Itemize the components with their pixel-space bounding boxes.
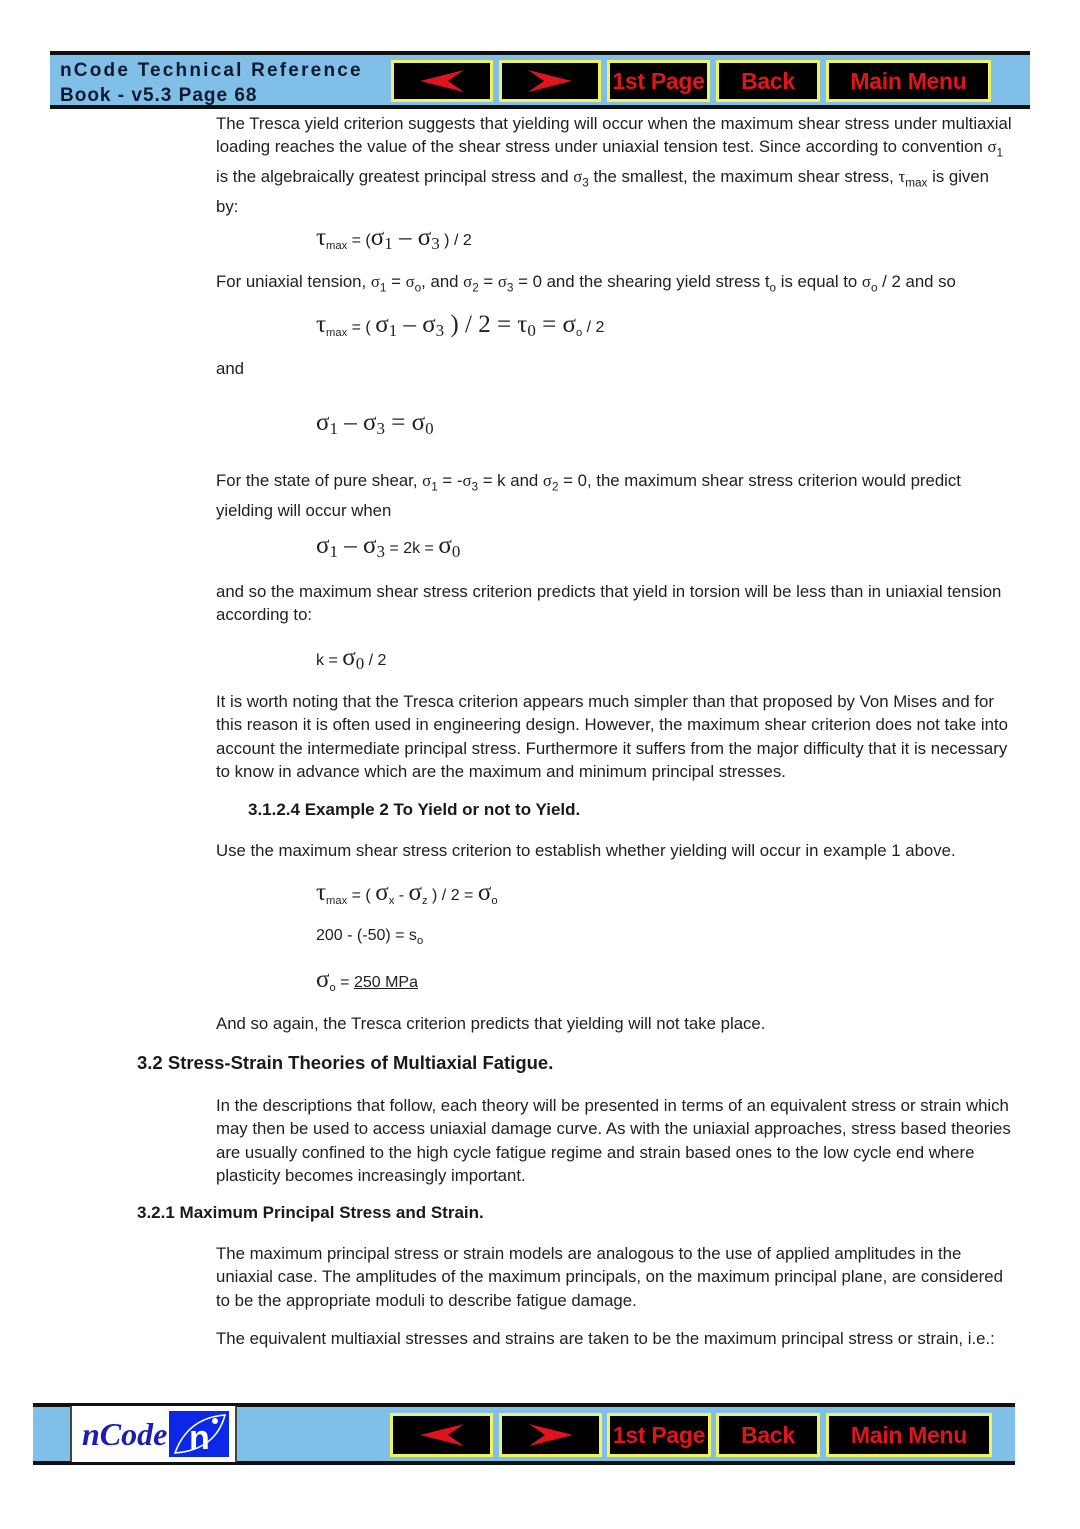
- text: = 2k =: [384, 540, 439, 557]
- subscript: max: [326, 895, 348, 908]
- heading-3-2-1: 3.2.1 Maximum Principal Stress and Strain.: [137, 1203, 484, 1222]
- paragraph-tresca-notes: It is worth noting that the Tresca criterion appears much simpler than that proposed by Von Mises and for this reason it is often used in engineering design. However, the maximum shear criterion does not take into account the intermediate principal stress. Furthermore it suffers from the major difficulty that it is necessary to know in advance which are the maximum and minimum principal stresses.: [216, 692, 1008, 781]
- text: =: [386, 272, 406, 291]
- text: = 0, the maximum shear stress criterion would predict yielding will occur when: [216, 471, 961, 520]
- text: the smallest, the maximum shear stress,: [588, 166, 899, 186]
- subscript: 0: [527, 321, 536, 341]
- sigma-symbol: σ: [342, 644, 356, 671]
- sigma-symbol: σ: [422, 311, 436, 338]
- tau-symbol: τ: [316, 224, 327, 251]
- paragraph-example-2: Use the maximum shear stress criterion to establish whether yielding will occur in example 1 above.: [216, 841, 956, 860]
- subscript: 1: [379, 281, 387, 295]
- sigma-symbol: σ: [861, 272, 871, 291]
- text: =: [384, 409, 412, 436]
- subscript: 3: [471, 480, 479, 494]
- equation-sigma-diff: [316, 409, 434, 439]
- text: ) / 2 =: [427, 887, 478, 904]
- paragraph-uniaxial-tension: [216, 270, 1016, 300]
- tau-symbol: τ: [316, 311, 327, 338]
- text: ) / 2 =: [444, 311, 518, 338]
- sigma-symbol: σ: [562, 311, 576, 338]
- text: For uniaxial tension,: [216, 272, 371, 291]
- subscript: 0: [451, 542, 461, 562]
- subscript: 1: [996, 146, 1004, 160]
- sigma-symbol: σ: [422, 471, 432, 490]
- text: = (: [347, 887, 376, 904]
- sigma-symbol: σ: [375, 311, 389, 338]
- paragraph-torsion: and so the maximum shear stress criterion predicts that yield in torsion will be less than in uniaxial tension according to:: [216, 582, 1002, 625]
- text: The Tresca yield criterion suggests that yielding will occur when the maximum shear stress under multiaxial loading reaches the value of the shear stress under uniaxial tension test. Since according to convention: [216, 114, 1012, 157]
- paragraph-pure-shear: [216, 469, 1016, 522]
- left-arrow-icon: [418, 1423, 466, 1447]
- sigma-symbol: σ: [408, 879, 422, 906]
- text: –: [397, 311, 423, 338]
- subscript: o: [575, 327, 583, 340]
- equation-tmax: [316, 224, 472, 254]
- text: is the algebraically greatest principal stress and: [216, 166, 574, 186]
- sigma-symbol: σ: [375, 879, 389, 906]
- subscript: 3: [506, 281, 514, 295]
- equation-k: [316, 644, 386, 674]
- text: –: [337, 532, 363, 559]
- subscript: 3: [376, 542, 385, 562]
- paragraph-max-principal: The maximum principal stress or strain models are analogous to the use of applied amplitudes in the uniaxial case. The amplitudes of the maximum principals, on the maximum principal plane, are considered to be the appropriate moduli to describe fatigue damage.: [216, 1244, 1003, 1310]
- ncode-logo-mark-icon: [169, 1411, 229, 1457]
- sigma-symbol: σ: [573, 166, 583, 186]
- subscript: o: [870, 281, 878, 295]
- sigma-symbol: σ: [987, 137, 997, 157]
- main-menu-button[interactable]: Main Menu: [826, 1413, 992, 1457]
- result-value: 250 MPa: [353, 974, 418, 991]
- back-button[interactable]: Back: [716, 60, 820, 102]
- next-page-button[interactable]: [499, 60, 601, 102]
- previous-page-button[interactable]: [390, 1413, 493, 1457]
- paragraph-theories-intro: In the descriptions that follow, each theory will be presented in terms of an equivalent stress or strain which may then be used to access uniaxial damage curve. As with the uniaxial approaches, stress based theories are usually confined to the high cycle fatigue regime and strain based ones to the low cycle end where plasticity becomes increasingly important.: [216, 1096, 1011, 1185]
- subscript: o: [329, 982, 336, 995]
- sigma-symbol: σ: [497, 272, 507, 291]
- book-title-line1: nCode Technical Reference: [60, 60, 363, 81]
- book-title: [60, 58, 363, 108]
- logo-mark-letter: n: [189, 1419, 211, 1457]
- sigma-symbol: σ: [405, 272, 415, 291]
- text: = (: [347, 232, 371, 249]
- sigma-symbol: σ: [417, 224, 432, 251]
- subscript: 0: [355, 654, 365, 674]
- heading-3-1-2-4: 3.1.2.4 Example 2 To Yield or not to Yield.: [248, 800, 581, 819]
- paragraph-equivalent: The equivalent multiaxial stresses and strains are taken to be the maximum principal stress or strain, i.e.:: [216, 1329, 995, 1348]
- logo-text: nCode: [82, 1415, 168, 1452]
- text: =: [478, 272, 498, 291]
- subscript: 2: [551, 480, 559, 494]
- text-and: and: [216, 359, 244, 378]
- tau-symbol: τ: [316, 879, 327, 906]
- sigma-symbol: σ: [411, 409, 426, 436]
- text: = k and: [478, 471, 543, 490]
- tau-symbol: τ: [898, 166, 906, 186]
- subscript: max: [326, 240, 348, 253]
- sigma-symbol: σ: [316, 966, 330, 993]
- tau-symbol: τ: [517, 311, 528, 338]
- subscript: o: [414, 281, 422, 295]
- equation-200-minus-50: [316, 927, 423, 947]
- sigma-symbol: σ: [477, 879, 492, 906]
- sigma-symbol: σ: [462, 471, 472, 490]
- text: = -: [437, 471, 463, 490]
- paragraph-conclusion: And so again, the Tresca criterion predicts that yielding will not take place.: [216, 1014, 766, 1033]
- subscript: 1: [384, 234, 393, 254]
- equation-tmax-tau0: [316, 311, 604, 341]
- bottom-navigation-bar: [33, 1403, 1015, 1465]
- right-arrow-icon: [526, 69, 574, 93]
- subscript: 3: [435, 321, 445, 341]
- sigma-symbol: σ: [370, 272, 380, 291]
- subscript: o: [491, 895, 498, 908]
- subscript: 1: [329, 542, 338, 562]
- subscript: 0: [425, 419, 434, 439]
- subscript: o: [769, 281, 777, 295]
- text: / 2: [364, 652, 387, 669]
- text: =: [535, 311, 563, 338]
- heading-3-2: 3.2 Stress-Strain Theories of Multiaxial Fatigue.: [137, 1052, 554, 1073]
- first-page-button[interactable]: 1st Page: [607, 60, 710, 102]
- text: = 0 and the shearing yield stress t: [513, 272, 770, 291]
- first-page-button[interactable]: 1st Page: [607, 1413, 711, 1457]
- back-button[interactable]: Back: [716, 1413, 820, 1457]
- sigma-symbol: σ: [438, 532, 452, 559]
- equation-2k: [316, 532, 460, 562]
- subscript: 3: [431, 234, 440, 254]
- subscript: o: [416, 935, 424, 948]
- text: / 2 and so: [877, 272, 956, 291]
- sigma-symbol: σ: [370, 224, 385, 251]
- top-navigation-bar: [50, 51, 1030, 109]
- text: is equal to: [776, 272, 862, 291]
- subscript: 3: [582, 176, 589, 190]
- sigma-symbol: σ: [463, 272, 473, 291]
- text: k =: [316, 652, 343, 669]
- left-arrow-icon: [418, 69, 466, 93]
- equation-result: [316, 966, 418, 994]
- subscript: z: [421, 895, 428, 908]
- paragraph-tresca-intro: [216, 112, 1016, 218]
- previous-page-button[interactable]: [391, 60, 493, 102]
- text: = (: [347, 319, 376, 336]
- text: –: [337, 409, 363, 436]
- subscript: 1: [388, 321, 398, 341]
- sigma-symbol: σ: [362, 409, 377, 436]
- text: For the state of pure shear,: [216, 471, 423, 490]
- text: , and: [421, 272, 464, 291]
- next-page-button[interactable]: [499, 1413, 602, 1457]
- sigma-symbol: σ: [542, 471, 552, 490]
- text: =: [335, 974, 354, 991]
- sigma-symbol: σ: [316, 409, 330, 436]
- text: is given by:: [216, 166, 989, 216]
- right-arrow-icon: [527, 1423, 575, 1447]
- main-menu-button[interactable]: Main Menu: [826, 60, 991, 102]
- subscript: x: [388, 895, 395, 908]
- text: –: [392, 224, 418, 251]
- subscript: 1: [329, 419, 338, 439]
- subscript: 2: [472, 281, 479, 295]
- subscript: 1: [431, 480, 438, 494]
- subscript: 3: [376, 419, 385, 439]
- text: 200 - (-50) = s: [316, 927, 417, 944]
- text: ) / 2: [439, 232, 472, 249]
- subscript: max: [905, 176, 928, 190]
- ncode-logo[interactable]: [70, 1406, 237, 1462]
- equation-tmax-example: [316, 879, 498, 907]
- text: / 2: [582, 319, 605, 336]
- text: -: [394, 887, 409, 904]
- subscript: max: [326, 327, 348, 340]
- book-page-label: Book - v5.3 Page 68: [60, 85, 258, 106]
- sigma-symbol: σ: [316, 532, 330, 559]
- sigma-symbol: σ: [362, 532, 377, 559]
